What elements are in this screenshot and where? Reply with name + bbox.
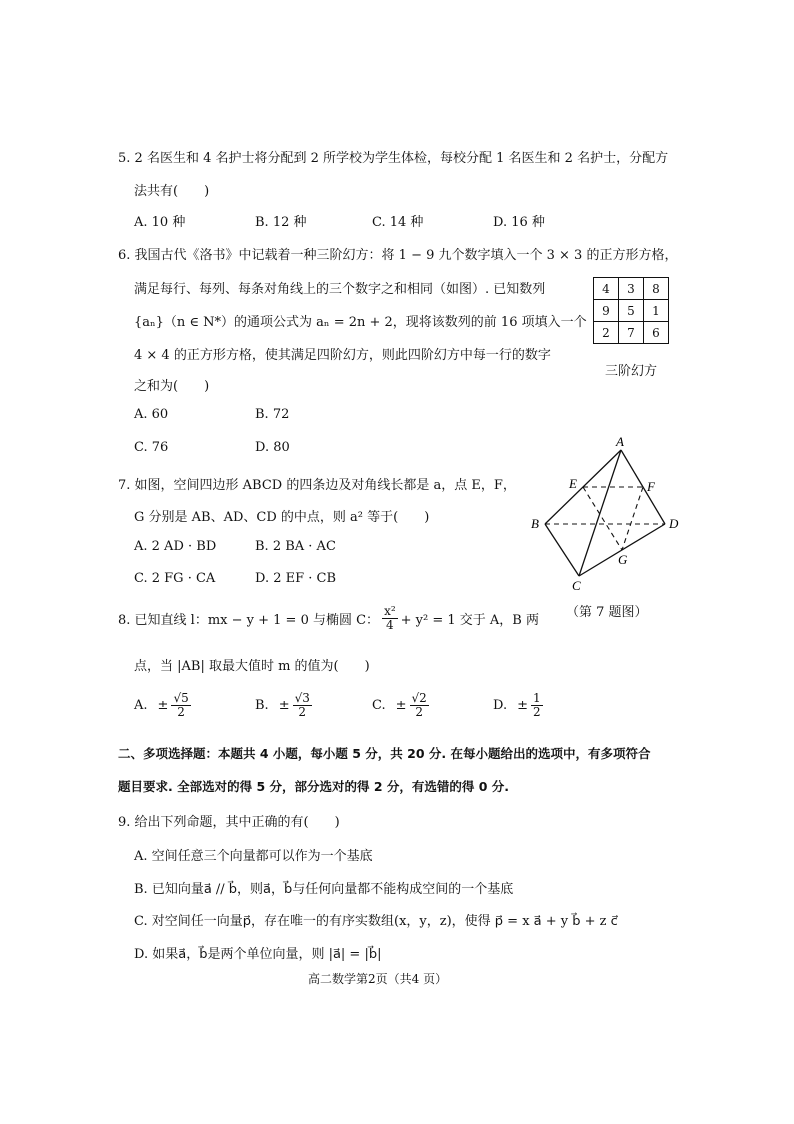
q7-option-b: B. 2 BA · AC [255,539,336,554]
page-footer: 高二数学第2页（共4 页） [308,972,448,986]
magic-cell: 6 [644,322,669,344]
magic-cell: 4 [594,278,619,300]
magic-cell: 5 [619,300,644,322]
q6-stem-line4: 4 × 4 的正方形方格，使其满足四阶幻方，则此四阶幻方中每一行的数字 [134,348,551,363]
section2-heading-line2: 题目要求. 全部选对的得 5 分，部分选对的得 2 分，有选错的得 0 分. [118,779,510,794]
magic-cell: 8 [644,278,669,300]
q8-option-c [372,692,429,718]
fraction-denominator: 2 [298,704,307,719]
q6-stem-line1: 6. 我国古代《洛书》中记载着一种三阶幻方：将 1 − 9 九个数字填入一个 3 × 3 的正方形方格， [118,248,678,263]
section2-heading-line1: 二、多项选择题：本题共 4 小题，每小题 5 分，共 20 分. 在每小题给出的选项中，有多项符合 [118,746,651,761]
q5-option-b: B. 12 种 [255,215,307,230]
edge-bc [545,524,579,576]
q9-option-a: A. 空间任意三个向量都可以作为一个基底 [134,849,373,864]
option-fraction [171,692,190,718]
label-b: B [531,516,539,531]
q8-stem-post: + y² = 1 交于 A，B 两 [400,612,539,628]
edge-ac [579,450,621,576]
figure7-caption: （第 7 题图） [566,605,648,620]
option-fraction [410,692,429,718]
q5-option-d: D. 16 种 [493,215,545,230]
option-fraction [531,692,543,718]
fraction-numerator: √5 [173,691,189,705]
q6-option-c: C. 76 [134,440,169,455]
fraction-numerator: 1 [533,691,541,705]
fraction-numerator: x² [384,604,396,618]
q8-option-a [134,692,191,718]
q8-stem-line2: 点，当 |AB| 取最大值时 m 的值为( ) [134,659,370,674]
magic-cell: 1 [644,300,669,322]
fraction-denominator: 2 [415,704,423,719]
q7-stem-line1: 7. 如图，空间四边形 ABCD 的四条边及对角线长都是 a，点 E，F， [118,478,516,493]
magic-square-caption: 三阶幻方 [605,364,658,379]
label-d: D [669,516,679,531]
label-a: A [616,434,624,449]
label-g: G [618,552,628,567]
q6-stem-line2: 满足每行、每列、每条对角线上的三个数字之和相同（如图）. 已知数列 [134,282,546,297]
q7-option-d: D. 2 EF · CB [255,571,337,586]
label-c: C [572,578,581,592]
q5-option-a: A. 10 种 [134,215,186,230]
q6-option-d: D. 80 [255,440,290,455]
q7-option-c: C. 2 FG · CA [134,571,216,586]
magic-cell: 7 [619,322,644,344]
magic-cell: 2 [594,322,619,344]
q7-option-a: A. 2 AD · BD [134,539,217,554]
magic-cell: 9 [594,300,619,322]
fraction-denominator: 4 [386,617,394,632]
q8-stem-line1 [118,605,539,631]
q9-option-c: C. 对空间任一向量p⃗，存在唯一的有序实数组(x，y，z)，使得 p⃗ = x a⃗ + y b⃗ + z c⃗ [134,914,618,929]
q5-stem-line1: 5. 2 名医生和 4 名护士将分配到 2 所学校为学生体检，每校分配 1 名医生和 2 名护士，分配方 [118,151,669,166]
option-sign: ± [395,697,407,713]
q8-option-d [493,692,543,718]
q6-option-a: A. 60 [134,407,169,422]
option-letter: D. [493,697,508,713]
option-sign: ± [157,697,169,713]
q9-option-d: D. 如果a⃗，b⃗是两个单位向量，则 |a⃗| = |b⃗| [134,947,382,962]
option-letter: C. [372,697,386,713]
option-fraction [293,692,312,718]
fraction-numerator: √3 [294,691,310,705]
label-e: E [569,476,577,491]
q8-stem-pre: 8. 已知直线 l：mx − y + 1 = 0 与椭圆 C： [118,612,380,628]
fraction-denominator: 2 [533,704,541,719]
option-sign: ± [517,697,528,713]
q6-stem-line5: 之和为( ) [134,379,210,394]
segment-eg [583,487,622,550]
q8-ellipse-fraction [382,605,398,631]
q5-stem-line2: 法共有( ) [134,184,210,199]
q9-stem: 9. 给出下列命题，其中正确的有( ) [118,815,340,830]
segment-fg [622,487,643,550]
magic-square-table [593,277,669,344]
q9-option-b: B. 已知向量a⃗ // b⃗，则a⃗，b⃗与任何向量都不能构成空间的一个基底 [134,882,514,897]
option-letter: A. [134,697,148,713]
fraction-numerator: √2 [411,691,427,705]
fraction-denominator: 2 [177,704,185,719]
q7-stem-line2: G 分别是 AB、AD、CD 的中点，则 a² 等于( ) [134,510,430,525]
label-f: F [647,479,655,494]
magic-cell: 3 [619,278,644,300]
option-sign: ± [278,697,290,713]
q5-option-c: C. 14 种 [372,215,424,230]
q6-option-b: B. 72 [255,407,290,422]
q6-stem-line3: {aₙ}（n ∈ N*）的通项公式为 aₙ = 2n + 2，现将该数列的前 16 项填入一个 [134,315,587,330]
q8-option-b [255,692,312,718]
option-letter: B. [255,697,269,713]
tetrahedron-figure [525,432,695,592]
